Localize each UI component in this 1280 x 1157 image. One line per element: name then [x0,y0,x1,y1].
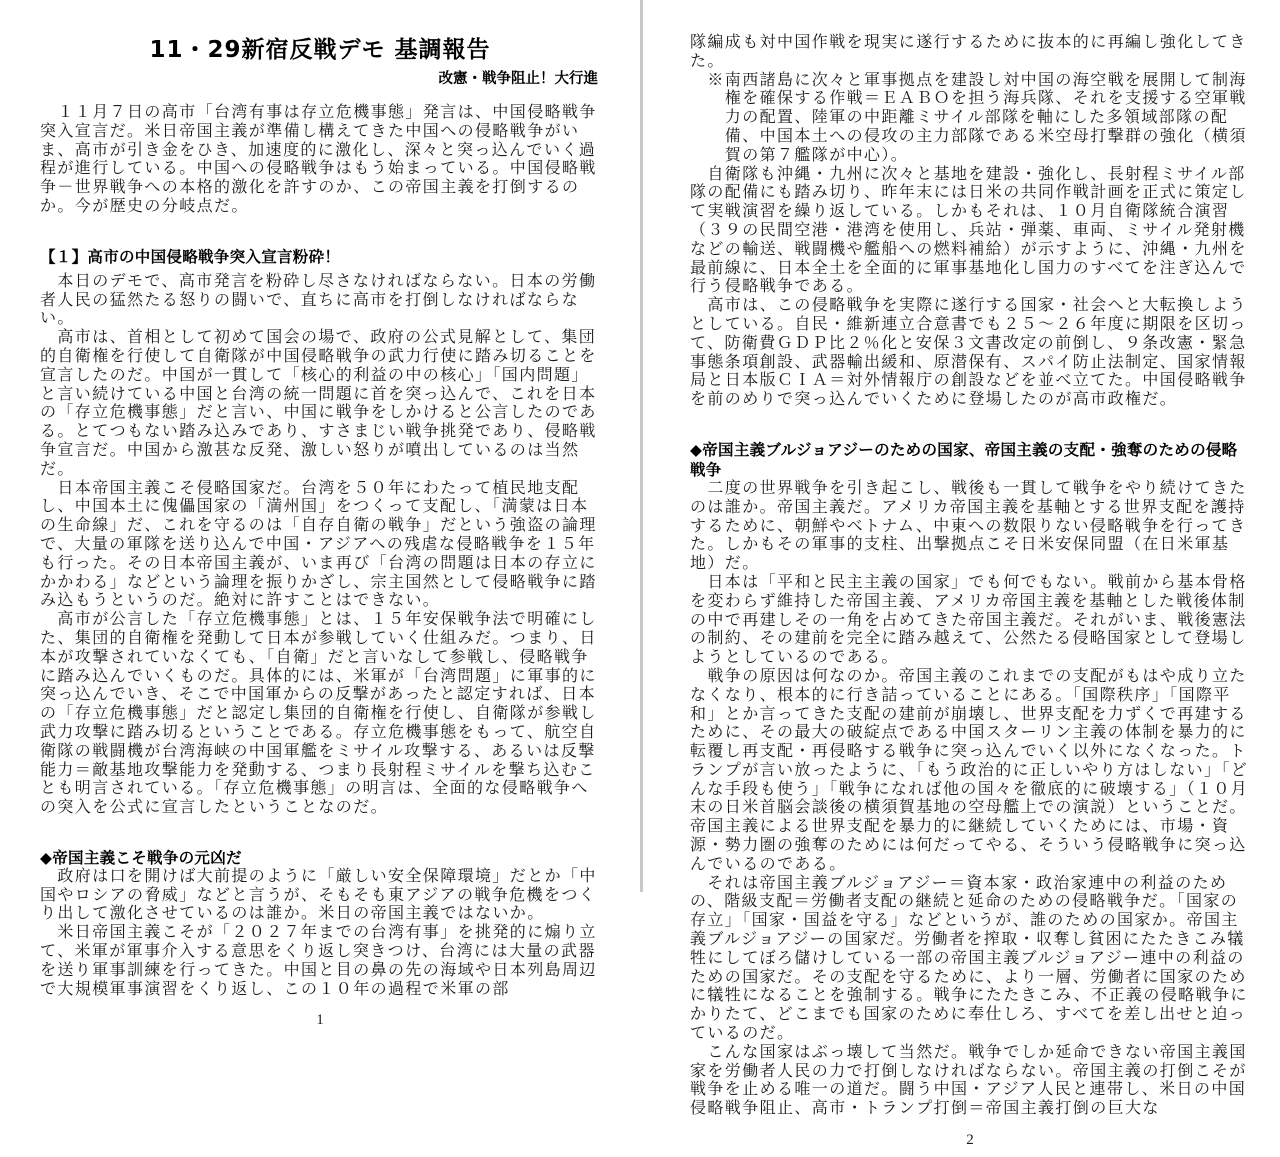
document-subtitle: 改憲・戦争阻止！大行進 [438,71,598,87]
document-page-1 [0,0,640,1037]
section-body [40,868,600,1000]
continued-paragraph: 隊編成も対中国作戦を現実に遂行するために抜本的に再編し強化してきた。 [690,34,1247,70]
document-page-2 [643,0,1280,1157]
paragraph: 政府は口を開けば大前提のように「厳しい安全保障環境」だとか「中国やロシアの脅威」などと言うが、そもそも東アジアの戦争危機をつくり出して激化させているのは誰か。米日の帝国主義ではないか。 [40,867,597,923]
paragraph: 米日帝国主義こそが「２０２７年までの台湾有事」を挑発的に煽り立て、米軍が軍事介入する意思をくり返し突きつけ、台湾には大量の武器を送り軍事訓練を行ってきた。中国と目の鼻の先の海域や日本列島周辺で大規模軍事演習をくり返し、この１０年の過程で米軍の部 [40,924,597,998]
paragraph: 二度の世界戦争を引き起こし、戦後も一貫して戦争をやり続けてきたのは誰か。帝国主義だ。アメリカ帝国主義を基軸とする世界支配を護持するために、朝鮮やベトナム、中東への数限りない侵略戦争を行ってきた。しかもその軍事的支柱、出撃拠点こそ日米安保同盟（在日米軍基地）だ。 [690,479,1247,573]
section-heading: ◆帝国主義こそ戦争の元凶だ [40,848,242,867]
intro-block [40,104,600,217]
note-paragraph: ※南西諸島に次々と軍事拠点を建設し対中国の海空戦を展開して制海権を確保する作戦＝ＥＡＢＯを担う海兵隊、それを支援する空軍戦力の配置、陸軍の中距離ミサイル部隊を軸にした多領域部隊の配備、中国本土への侵攻の主力部隊である米空母打撃群の強化（横須賀の第７艦隊が中心）。 [707,71,1247,164]
paragraph: 日本は「平和と民主主義の国家」でも何でもない。戦前から基本骨格を変わらず維持した帝国主義、アメリカ帝国主義を基軸とした戦後体制の中で再建しその一角を占めてきた帝国主義だ。それがいま、戦後憲法の制約、その建前を完全に踏み越えて、公然たる侵略国家として登場しようとしているのである。 [690,573,1247,667]
paragraph: 戦争の原因は何なのか。帝国主義のこれまでの支配がもはや成り立たなくなり、根本的に行き詰っていることにある。「国際秩序」「国際平和」とか言ってきた支配の建前が崩壊し、世界支配を力ずくで再建するために、その最大の破綻点である中国スターリン主義の体制を暴力的に転覆し再支配・再侵略する戦争に突っ込んでいく以外になくなった。トランプが言い放ったように、「もう政治的に正しいやり方はしない」「どんな手段も使う」「戦争になれば他の国々を徹底的に破壊する」（１０月末の日米首脳会談後の横須賀基地の空母艦上での演説）ということだ。帝国主義による世界支配を暴力的に継続していくためには、市場・資源・勢力圏の強奪のためには何だってやる、そういう侵略戦争に突っ込んでいるのである。 [690,667,1249,873]
paragraph: 日本帝国主義こそ侵略国家だ。台湾を５０年にわたって植民地支配し、中国本土に傀儡国家の「満州国」をつくって支配し、「満蒙は日本の生命線」だ、これを守るのは「自存自衛の戦争」だという強盗の論理で、大量の軍隊を送り込んで中国・アジアへの残虐な侵略戦争を１５年も行った。その日本帝国主義が、いま再び「台湾の問題は日本の存立にかかわる」などという論理を振りかざし、宗主国然として侵略戦争に踏み込もうというのだ。絶対に許すことはできない。 [40,479,597,610]
paragraph: 高市は、首相として初めて国会の場で、政府の公式見解として、集団的自衛権を行使して自衛隊が中国侵略戦争の武力行使に踏み切ることを宣言したのだ。中国が一貫して「核心的利益の中の核心」「国内問題」と言い続けている中国と台湾の統一問題に首を突っ込んで、これを日本の「存立危機事態」だと言い、中国に戦争をしかけると公言したのである。とてつもない踏み込みであり、すさまじい戦争挑発であり、侵略戦争宣言だ。中国から激甚な反発、激しい怒りが噴出しているのは当然だ。 [40,329,597,478]
section-body [690,480,1250,1119]
section-heading: ◆帝国主義ブルジョアジーのための国家、帝国主義の支配・強奪のための侵略戦争 [690,440,1238,479]
section-body [40,273,600,818]
paragraph: こんな国家はぶっ壊して当然だ。戦争でしか延命できない帝国主義国家を労働者人民の力で打倒しなければならない。帝国主義の打倒こそが戦争を止める唯一の道だ。闘う中国・アジア人民と連帯し、米日の中国侵略戦争阻止、高市・トランプ打倒＝帝国主義打倒の巨大な [690,1043,1247,1118]
section-heading: 【１】高市の中国侵略戦争突入宣言粉砕！ [40,247,341,266]
intro-paragraph: １１月７日の高市「台湾有事は存立危機事態」発言は、中国侵略戦争突入宣言だ。米日帝国主義が準備し構えてきた中国への侵略戦争がいま、高市が引き金をひき、加速度的に激化し、深々と突っ込んでいく過程が進行している。中国への侵略戦争はもう始まっている。中国侵略戦争－世界戦争への本格的激化を許すのか、この帝国主義を打倒するのか。今が歴史の分岐点だ。 [40,104,597,215]
page-number: 2 [966,1132,974,1149]
paragraph: それは帝国主義ブルジョアジー＝資本家・政治家連中の利益のための、階級支配＝労働者支配の継続と延命のための侵略戦争だ。「国家の存立」「国家・国益を守る」などというが、誰のための国家か。帝国主義ブルジョアジーの国家だ。労働者を搾取・収奪し貧困にたたきこみ犠牲にしてぼろ儲けしている一部の帝国主義ブルジョアジー連中の利益のための国家だ。その支配を守るために、より一層、労働者に国家のために犠牲になることを強制する。戦争にたたきこみ、不正義の侵略戦争にかりたて、どこまでも国家のために奉仕しろ、すべてを差し出せと迫っているのだ。 [690,874,1248,1043]
document-title: 11・29新宿反戦デモ 基調報告 [149,37,491,63]
page-number: 1 [316,1012,324,1029]
paragraph: 自衛隊も沖縄・九州に次々と基地を建設・強化し、長射程ミサイル部隊の配備にも踏み切り、昨年末には日米の共同作戦計画を正式に策定して実戦演習を繰り返している。しかもそれは、１０月自衛隊統合演習（３９の民間空港・港湾を使用し、兵站・弾薬、車両、ミサイル発射機などの輸送、戦闘機や艦船への燃料補給）が示すように、沖縄・九州を最前線に、日本全土を全面的に軍事基地化し国力のすべてを注ぎ込んで行う侵略戦争である。 [690,165,1247,296]
paragraph: 高市が公言した「存立危機事態」とは、１５年安保戦争法で明確にした、集団的自衛権を発動して日本が参戦していく仕組みだ。つまり、日本が攻撃されていなくても、「自衛」だと言いなして参戦し、侵略戦争に踏み込んでいくものだ。具体的には、米軍が「台湾問題」に軍事的に突っ込んでいき、そこで中国軍からの反撃があったと認定すれば、日本の「存立危機事態」だと認定し集団的自衛権を行使し、自衛隊が参戦し武力攻撃に踏み切るということである。存立危機事態をもって、航空自衛隊の戦闘機が台湾海峡の中国軍艦をミサイル攻撃する、あるいは反撃能力＝敵基地攻撃能力を発動する、つまり長射程ミサイルを撃ち込むことも明言されている。「存立危機事態」の明言は、全面的な侵略戦争への突入を公式に宣言したということなのだ。 [40,611,597,817]
section-body [690,34,1250,410]
paragraph: 本日のデモで、高市発言を粉砕し尽さなければならない。日本の労働者人民の猛然たる怒りの闘いで、直ちに高市を打倒しなければならない。 [40,272,597,328]
paragraph: 高市は、この侵略戦争を実際に遂行する国家・社会へと大転換しようとしている。自民・維新連立合意書でも２５～２６年度に期限を区切って、防衛費ＧＤＰ比２％化と安保３文書改定の前倒し、９条改憲・緊急事態条項創設、武器輸出緩和、原潜保有、スパイ防止法制定、国家情報局と日本版ＣＩＡ＝対外情報庁の創設などを並べ立てた。中国侵略戦争を前のめりで突っ込んでいくために登場したのが高市政権だ。 [690,297,1247,409]
